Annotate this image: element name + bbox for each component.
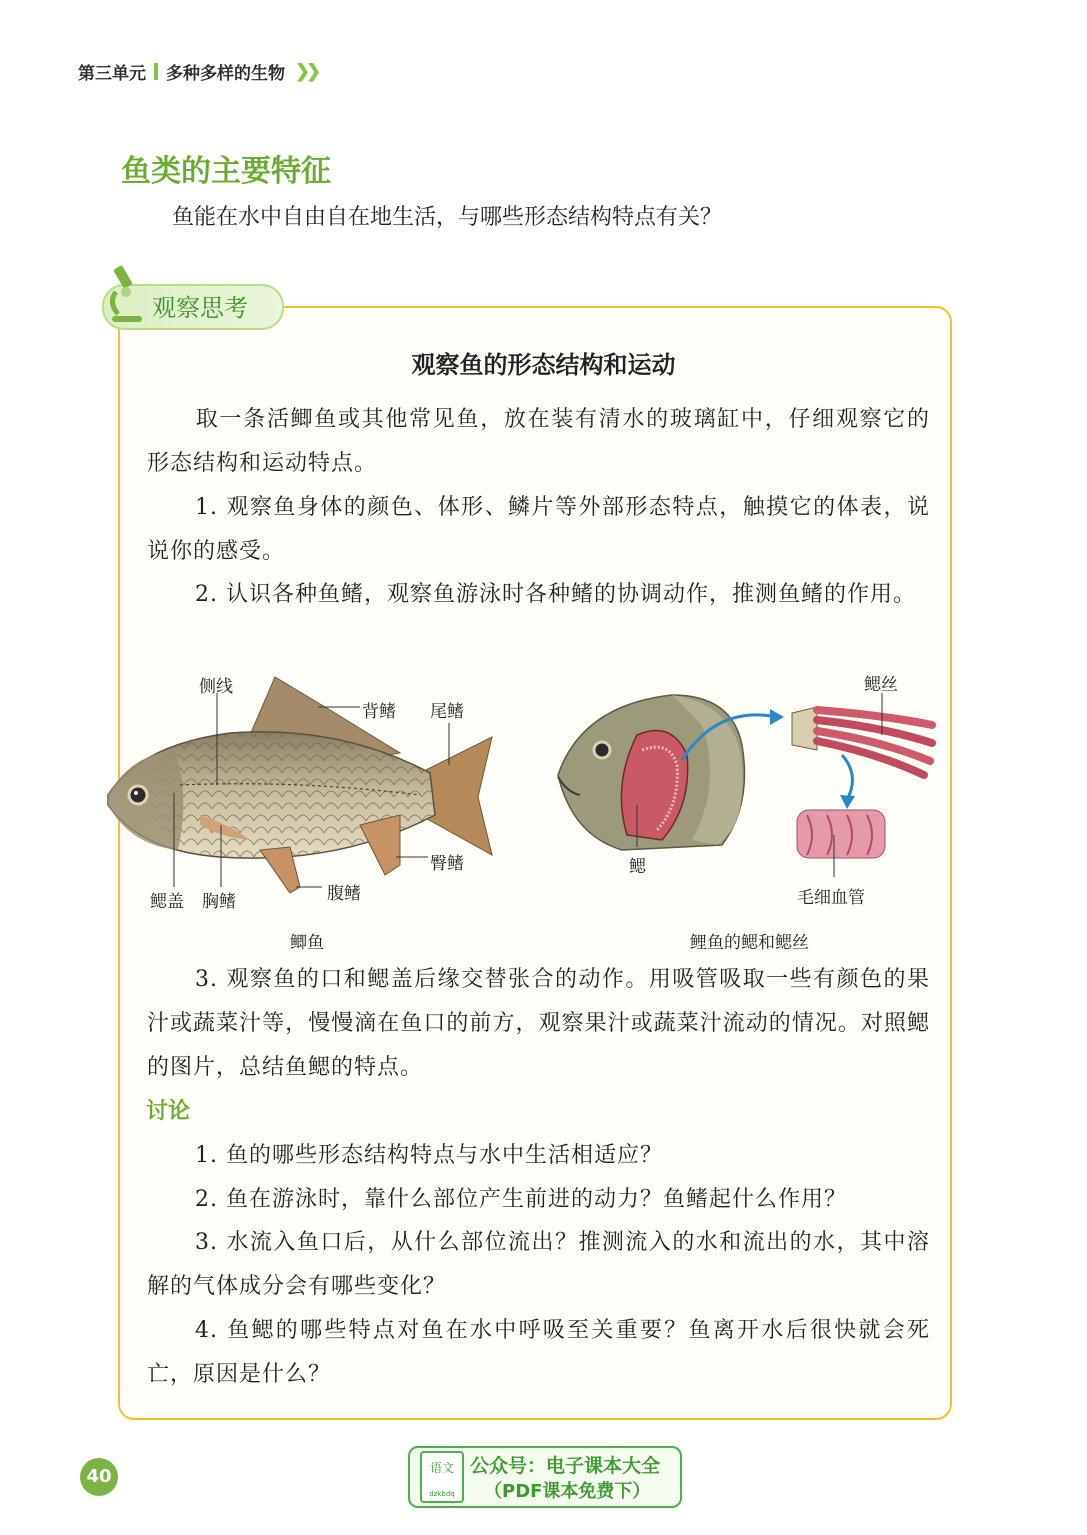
label-dorsal-fin: 背鳍 [362,702,396,722]
gill-filament-bundle [792,707,932,775]
book-icon [420,1451,464,1503]
activity-step-2: 2. 认识各种鱼鳍，观察鱼游泳时各种鳍的协调动作，推测鱼鳍的作用。 [195,582,916,607]
label-capillary: 毛细血管 [797,888,865,908]
book-icon-sublabel: dzkbdq [429,1490,455,1498]
activity-paragraph: 取一条活鲫鱼或其他常见鱼，放在装有清水的玻璃缸中，仔细观察它的形态结构和运动特点。 [147,407,930,476]
carp-gill-illustration [552,665,944,905]
label-pelvic-fin: 腹鳍 [327,884,361,904]
activity-title: 观察鱼的形态结构和运动 [411,350,676,379]
discussion-question-4: 4. 鱼鳃的哪些特点对鱼在水中呼吸至关重要？鱼离开水后很快就会死亡，原因是什么？ [147,1318,930,1387]
section-title: 鱼类的主要特征 [121,154,331,189]
unit-label: 第三单元 [78,63,146,84]
label-gill-filament: 鳃丝 [864,675,898,695]
promo-line-2: （PDF课本免费下） [484,1481,651,1502]
microscope-icon [104,262,150,328]
book-icon-label: 语文 [429,1461,454,1475]
capillary-bundle [797,810,885,858]
unit-title: 多种多样的生物 [166,63,285,84]
label-pectoral-fin: 胸鳍 [202,892,236,912]
observation-label: 观察思考 [152,294,248,322]
page-number: 40 [80,1458,118,1496]
discussion-question-1: 1. 鱼的哪些形态结构特点与水中生活相适应？ [195,1143,663,1168]
label-anal-fin: 臀鳍 [430,854,464,874]
activity-step-1: 1. 观察鱼身体的颜色、体形、鳞片等外部形态特点，触摸它的体表，说说你的感受。 [147,495,930,564]
discussion-title: 讨论 [146,1099,191,1124]
activity-step-3: 3. 观察鱼的口和鳃盖后缘交替张合的动作。用吸管吸取一些有颜色的果汁或蔬菜汁等，慢慢滴在鱼口的前方，观察果汁或蔬菜汁流动的情况。对照鳃的图片，总结鱼鳃的特点。 [147,967,930,1080]
intro-question: 鱼能在水中自由自在地生活，与哪些形态结构特点有关？ [172,205,723,230]
discussion-question-3: 3. 水流入鱼口后，从什么部位流出？推测流入的水和流出的水，其中溶解的气体成分会有哪些变化？ [147,1230,930,1299]
label-gill-cover: 鳃盖 [150,892,184,912]
label-gill: 鳃 [629,857,646,877]
gill-caption: 鲤鱼的鳃和鳃丝 [690,933,809,953]
label-lateral-line: 侧线 [199,677,233,697]
label-tail-fin: 尾鳍 [430,702,464,722]
running-header [78,58,317,84]
fish-caption: 鲫鱼 [290,933,324,953]
promo-line-1: 公众号：电子课本大全 [470,1455,661,1477]
discussion-question-2: 2. 鱼在游泳时，靠什么部位产生前进的动力？鱼鳍起什么作用？ [195,1187,847,1212]
header-divider [154,63,158,80]
chevron-right-icon: ❯❯ [295,60,318,82]
